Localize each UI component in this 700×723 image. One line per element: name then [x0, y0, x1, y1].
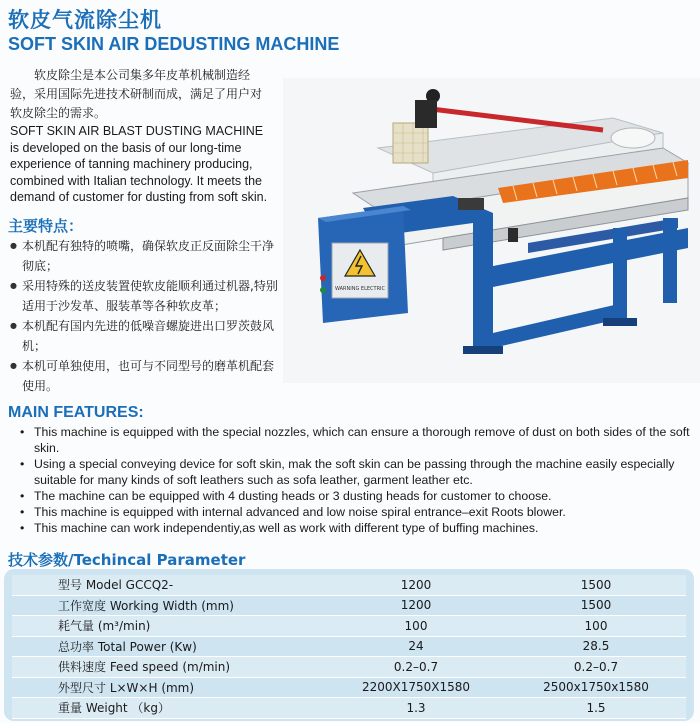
- features-en-heading: MAIN FEATURES:: [8, 404, 144, 421]
- list-item: • Using a special conveying device for soft skin, mak the soft skin can be passing through the machine easily especially suitable for many kinds of soft leathers such as sofa leather, garment leather etc.: [20, 456, 696, 488]
- param-label: 重量 Weight （kg）: [12, 698, 326, 719]
- param-value-1200: 1.3: [326, 698, 506, 719]
- features-cn-heading: 主要特点：: [8, 217, 84, 235]
- table-row: [12, 677, 686, 698]
- page-title-cn: 软皮气流除尘机: [8, 8, 162, 32]
- features-cn-list: [8, 236, 283, 396]
- parameters-heading: 技术参数/Techincal Parameter: [8, 551, 246, 569]
- list-item: ● 本机配有独特的喷嘴，确保软皮正反面除尘干净彻底；: [8, 236, 283, 276]
- param-value-1500: 1.5: [506, 698, 686, 719]
- param-value-1200: 2200X1750X1580: [326, 677, 506, 698]
- param-value-1200: 1200: [326, 595, 506, 616]
- list-item: ● 本机可单独使用，也可与不同型号的磨革机配套使用。: [8, 356, 283, 396]
- table-row: [12, 657, 686, 678]
- list-item: ● 采用特殊的送皮装置使软皮能顺利通过机器,特别适用于沙发革、服装革等各种软皮革；: [8, 276, 283, 316]
- list-item: • This machine is equipped with the special nozzles, which can ensure a thorough remove of dust on both sides of the soft skin.: [20, 424, 696, 456]
- param-value-1500: 2500x1750x1580: [506, 677, 686, 698]
- param-label: 耗气量 (m³/min): [12, 616, 326, 637]
- parameters-table: [12, 575, 686, 719]
- param-label: 供料速度 Feed speed (m/min): [12, 657, 326, 678]
- param-value-1500: 100: [506, 616, 686, 637]
- features-en-list: [20, 424, 696, 536]
- param-value-1500: 1500: [506, 595, 686, 616]
- param-value-1200: 100: [326, 616, 506, 637]
- param-value-1500: 0.2–0.7: [506, 657, 686, 678]
- param-label: 外型尺寸 L×W×H (mm): [12, 677, 326, 698]
- param-label: 型号 Model GCCQ2-: [12, 575, 326, 595]
- page-title-en: SOFT SKIN AIR DEDUSTING MACHINE: [8, 34, 340, 54]
- table-row: [12, 616, 686, 637]
- table-row: [12, 698, 686, 719]
- list-item: • The machine can be equipped with 4 dusting heads or 3 dusting heads for customer to choose.: [20, 488, 696, 504]
- table-row: [12, 575, 686, 595]
- param-value-1200: 0.2–0.7: [326, 657, 506, 678]
- param-label: 总功率 Total Power (Kw): [12, 636, 326, 657]
- table-row: [12, 595, 686, 616]
- param-value-1200: 1200: [326, 575, 506, 595]
- param-label: 工作宽度 Working Width (mm): [12, 595, 326, 616]
- intro-text-cn: 软皮除尘是本公司集多年皮革机械制造经验，采用国际先进技术研制而成，满足了用户对软皮除尘的需求。: [10, 68, 263, 120]
- table-row: [12, 636, 686, 657]
- intro-text-en: SOFT SKIN AIR BLAST DUSTING MACHINE is developed on the basis of our long-time experience of tanning machinery producing, combined with Italian technology. It meets the demand of customer for dusting from soft skin.: [10, 124, 268, 204]
- param-value-1500: 1500: [506, 575, 686, 595]
- warning-label: WARNING ELECTRIC: [334, 286, 386, 292]
- list-item: • This machine can work independentiy,as well as work with different type of buffing machines.: [20, 520, 696, 536]
- list-item: • This machine is equipped with internal advanced and low noise spiral entrance–exit Roots blower.: [20, 504, 696, 520]
- param-value-1200: 24: [326, 636, 506, 657]
- parameters-panel: [4, 569, 694, 721]
- list-item: ● 本机配有国内先进的低噪音螺旋进出口罗茨鼓风机；: [8, 316, 283, 356]
- machine-photo: [283, 78, 700, 383]
- param-value-1500: 28.5: [506, 636, 686, 657]
